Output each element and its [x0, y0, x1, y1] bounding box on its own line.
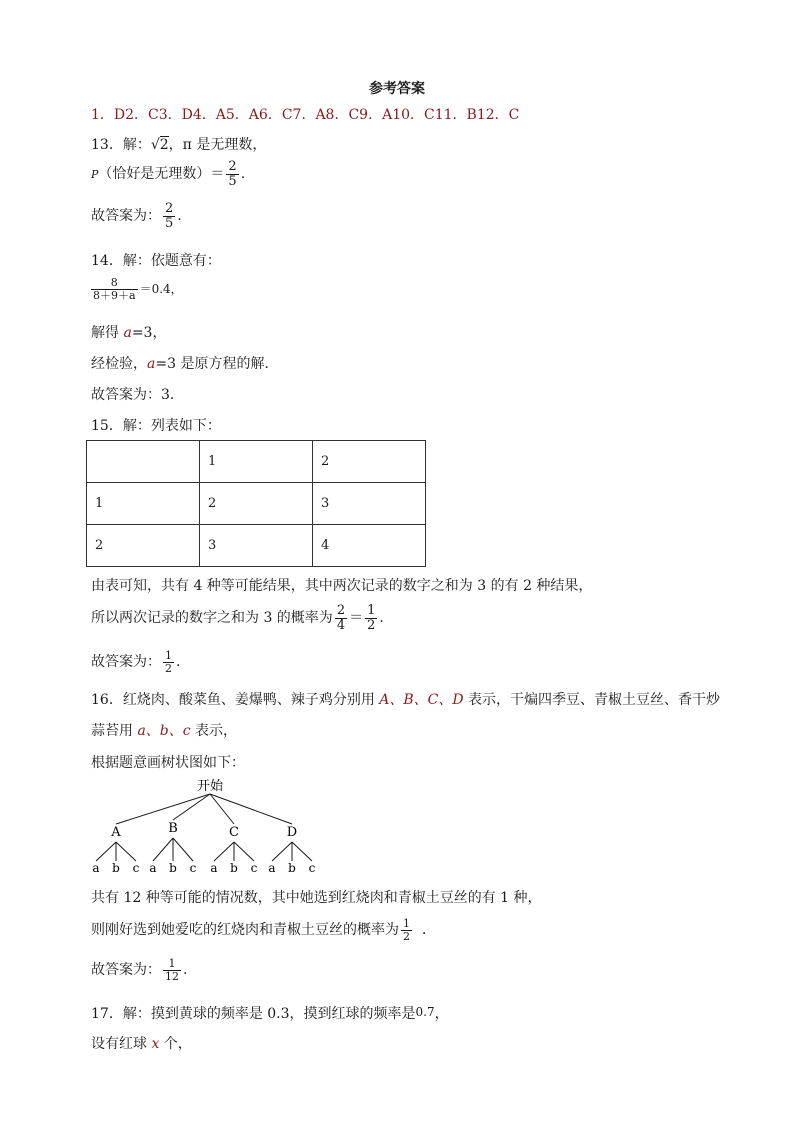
q13-line1 — [91, 134, 266, 154]
tree-leaf-line — [173, 838, 193, 861]
q14-solve-line: 解得 a=3， — [91, 325, 167, 341]
table-cell: 4 — [313, 525, 426, 567]
q13-answer-fraction: $\frac{2}{5}$ — [165, 201, 174, 231]
q15-answer-fraction: $\frac{1}{2}$ — [165, 649, 172, 675]
tree-leaf-label: b — [112, 861, 120, 875]
table-cell: 1 — [200, 441, 313, 483]
tree-branch-line — [116, 794, 210, 824]
tree-leaf-label: c — [132, 861, 140, 875]
tree-leaf-label: a — [210, 861, 218, 875]
q17-line2: 设有红球 x 个， — [91, 1036, 192, 1052]
tree-leaf-line — [116, 842, 136, 861]
tree-leaf-label: a — [149, 861, 157, 875]
tree-leaf-line — [234, 842, 254, 861]
sqrt-argument: 2 — [159, 137, 169, 153]
q15-fraction-2: $\frac{1}{2}$ — [367, 603, 376, 633]
table-row — [87, 441, 426, 483]
tree-leaf-label: c — [308, 861, 316, 875]
tree-leaf-line — [96, 842, 116, 861]
q15-line1: 15．解：列表如下： — [91, 418, 221, 434]
p-event: （恰好是无理数）＝ — [98, 166, 225, 183]
tree-leaf-label: b — [169, 861, 177, 875]
q14-line1: 14．解：依题意有： — [91, 253, 221, 269]
q13-probability-line: P（恰好是无理数）＝ $\frac{2}{5}$ . — [91, 159, 246, 189]
table-cell: 3 — [313, 483, 426, 525]
q16-line2: 蒜苔用 a、b、c 表示， — [91, 723, 238, 739]
tree-leaf-label: c — [250, 861, 258, 875]
q15-answer: 故答案为： $\frac{1}{2}$ . — [91, 649, 181, 675]
q14-answer: 故答案为：3． — [91, 387, 184, 403]
q16-line3: 根据题意画树状图如下： — [91, 755, 245, 771]
tree-leaf-label: b — [288, 861, 296, 875]
table-cell — [87, 441, 200, 483]
q13-line1-post: ，π 是无理数， — [168, 137, 267, 153]
q17-line1: 17．解：摸到黄球的频率是 0.3，摸到红球的频率是0.7， — [91, 1005, 449, 1022]
q16-probability-line: 则刚好选到她爱吃的红烧肉和青椒土豆丝的概率为 $\frac{1}{2}$ ． — [91, 917, 436, 943]
tree-leaf-label: a — [268, 861, 276, 875]
p-label: P — [91, 168, 99, 182]
q15-table — [86, 440, 426, 567]
q16-answer: 故答案为： $\frac{1}{12}$ . — [91, 957, 188, 983]
tree-branch-line — [173, 794, 210, 820]
table-cell: 2 — [313, 441, 426, 483]
q13-fraction: $\frac{2}{5}$ — [228, 159, 237, 189]
q16-line1: 16．红烧肉、酸菜鱼、姜爆鸭、辣子鸡分别用 A、B、C、D 表示，干煸四季豆、青椒土豆丝、香干炒 — [91, 692, 721, 708]
q13-answer: 故答案为： $\frac{2}{5}$ . — [91, 201, 182, 231]
q14-check-line: 经检验，a=3 是原方程的解． — [91, 356, 279, 372]
table-cell: 2 — [87, 525, 200, 567]
tree-branch-label: D — [286, 825, 298, 840]
sqrt-icon: √ — [150, 137, 160, 153]
tree-leaf-label: b — [230, 861, 238, 875]
q16-fraction: $\frac{1}{2}$ — [403, 917, 410, 943]
tree-branch-label: A — [111, 825, 121, 840]
q16-answer-fraction: $\frac{1}{12}$ — [165, 957, 179, 983]
tree-leaf-line — [272, 842, 292, 861]
table-row — [87, 525, 426, 567]
tree-leaf-label: a — [92, 861, 100, 875]
tree-leaf-line — [153, 838, 173, 861]
q15-fraction-1: $\frac{2}{4}$ — [336, 603, 346, 633]
q14-equation: $\frac{8}{8+9+a}$ ＝0.4， — [93, 276, 183, 302]
tree-leaf-line — [214, 842, 234, 861]
table-row — [87, 483, 426, 525]
tree-branch-label: C — [229, 825, 239, 840]
q13-prefix: 13．解： — [91, 137, 151, 153]
q14-fraction: $\frac{8}{8+9+a}$ — [93, 276, 136, 302]
q15-probability-line: 所以两次记录的数字之和为 3 的概率为 $\frac{2}{4}$ ＝ $\frac{1}{2}$ . — [91, 603, 384, 633]
table-cell: 3 — [200, 525, 313, 567]
q15-text1: 由表可知，共有 4 种等可能结果，其中两次记录的数字之和为 3 的有 2 种结果， — [91, 578, 593, 594]
tree-root-label: 开始 — [196, 779, 224, 794]
tree-branch-label: B — [168, 821, 178, 836]
table-cell: 1 — [87, 483, 200, 525]
page-title: 参考答案 — [369, 81, 425, 97]
tree-leaf-line — [292, 842, 312, 861]
tree-diagram — [80, 774, 330, 882]
choice-answers-line: 1．D2．C3．D4．A5．A6．C7．A8．C9．A10．C11．B12．C — [91, 107, 520, 123]
tree-leaf-label: c — [189, 861, 197, 875]
q16-text1: 共有 12 种等可能的情况数，其中她选到红烧肉和青椒土豆丝的有 1 种， — [91, 890, 542, 906]
table-cell: 2 — [200, 483, 313, 525]
